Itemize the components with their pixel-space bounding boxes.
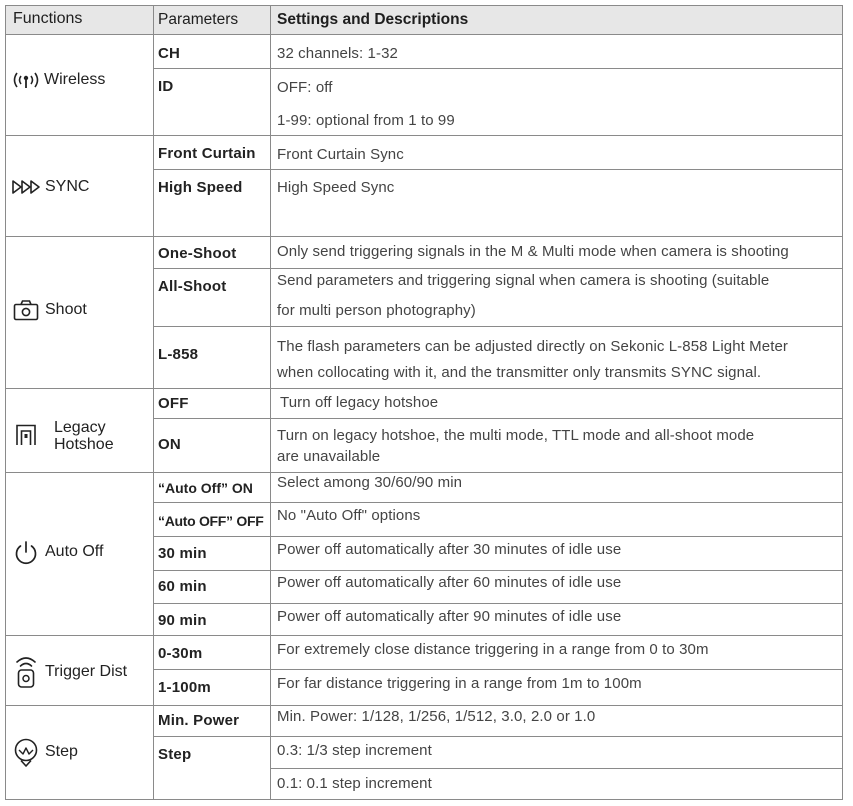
param-ch: CH: [158, 45, 181, 62]
triple-chevron-icon: [12, 179, 42, 195]
desc-autooff-off: No "Auto Off" options: [277, 507, 421, 524]
group-divider: [5, 635, 843, 636]
function-legacy-label-line1: Legacy: [54, 419, 106, 436]
desc-60min: Power off automatically after 60 minutes of idle use: [277, 574, 622, 591]
group-divider: [5, 472, 843, 473]
function-autooff-label: Auto Off: [45, 543, 104, 560]
group-divider: [5, 34, 843, 35]
desc-legacy-on-2: are unavailable: [277, 448, 381, 465]
desc-1-100m: For far distance triggering in a range from 1m to 100m: [277, 675, 642, 692]
desc-step-1: 0.3: 1/3 step increment: [277, 742, 432, 759]
param-step: Step: [158, 746, 192, 763]
table-border-bottom: [5, 799, 843, 800]
desc-autooff-on: Select among 30/60/90 min: [277, 474, 463, 491]
param-90min: 90 min: [158, 612, 207, 629]
row-divider: [153, 570, 843, 571]
param-1-100m: 1-100m: [158, 679, 211, 696]
desc-all-shoot-1: Send parameters and triggering signal when camera is shooting (suitable: [277, 272, 770, 289]
hotshoe-icon: [14, 423, 38, 447]
group-divider: [5, 388, 843, 389]
param-l858: L-858: [158, 346, 199, 363]
desc-ch: 32 channels: 1-32: [277, 45, 398, 62]
function-shoot-label: Shoot: [45, 301, 87, 318]
param-autooff-on: “Auto Off” ON: [158, 480, 253, 496]
row-divider: [153, 68, 843, 69]
wireless-signal-icon: [11, 70, 41, 90]
group-divider: [5, 705, 843, 706]
row-divider: [270, 768, 843, 769]
desc-90min: Power off automatically after 90 minutes of idle use: [277, 608, 622, 625]
table-border-right: [842, 5, 843, 799]
row-divider: [153, 418, 843, 419]
header-parameters: Parameters: [158, 11, 239, 28]
table-border-left: [5, 5, 6, 799]
function-step-label: Step: [45, 743, 78, 760]
desc-one-shoot: Only send triggering signals in the M & Multi mode when camera is shooting: [277, 243, 789, 260]
camera-icon: [13, 299, 39, 321]
row-divider: [153, 736, 843, 737]
param-front-curtain: Front Curtain: [158, 145, 256, 162]
desc-l858-2: when collocating with it, and the transmitter only transmits SYNC signal.: [277, 364, 762, 381]
param-one-shoot: One-Shoot: [158, 245, 237, 262]
param-0-30m: 0-30m: [158, 645, 203, 662]
desc-legacy-off: Turn off legacy hotshoe: [280, 394, 439, 411]
row-divider: [153, 536, 843, 537]
column-divider-functions: [153, 5, 154, 799]
desc-id-1: OFF: off: [277, 79, 333, 96]
param-high-speed: High Speed: [158, 179, 243, 196]
group-divider: [5, 236, 843, 237]
param-30min: 30 min: [158, 545, 207, 562]
row-divider: [153, 268, 843, 269]
function-sync-label: SYNC: [45, 178, 90, 195]
param-min-power: Min. Power: [158, 712, 240, 729]
function-wireless-label: Wireless: [44, 71, 106, 88]
desc-min-power: Min. Power: 1/128, 1/256, 1/512, 3.0, 2.0 or 1.0: [277, 708, 596, 725]
param-legacy-off: OFF: [158, 395, 189, 412]
remote-signal-icon: [14, 655, 38, 689]
table-border-top: [5, 5, 843, 6]
row-divider: [153, 169, 843, 170]
column-divider-parameters: [270, 5, 271, 799]
power-icon: [12, 540, 40, 566]
param-legacy-on: ON: [158, 436, 181, 453]
row-divider: [153, 502, 843, 503]
row-divider: [153, 669, 843, 670]
desc-high-speed: High Speed Sync: [277, 179, 395, 196]
function-legacy-label-line2: Hotshoe: [54, 436, 114, 453]
desc-all-shoot-2: for multi person photography): [277, 302, 476, 319]
desc-0-30m: For extremely close distance triggering in a range from 0 to 30m: [277, 641, 709, 658]
row-divider: [153, 603, 843, 604]
desc-legacy-on-1: Turn on legacy hotshoe, the multi mode, TTL mode and all-shoot mode: [277, 427, 755, 444]
gauge-bulb-icon: [12, 738, 40, 768]
desc-step-2: 0.1: 0.1 step increment: [277, 775, 432, 792]
row-divider: [153, 326, 843, 327]
param-autooff-off: “Auto OFF” OFF: [158, 513, 264, 529]
param-60min: 60 min: [158, 578, 207, 595]
group-divider: [5, 135, 843, 136]
param-id: ID: [158, 78, 174, 95]
desc-30min: Power off automatically after 30 minutes of idle use: [277, 541, 622, 558]
desc-l858-1: The flash parameters can be adjusted directly on Sekonic L-858 Light Meter: [277, 338, 789, 355]
desc-id-2: 1-99: optional from 1 to 99: [277, 112, 455, 129]
param-all-shoot: All-Shoot: [158, 278, 227, 295]
desc-front-curtain: Front Curtain Sync: [277, 146, 404, 163]
header-functions: Functions: [13, 10, 83, 27]
function-trigger-label: Trigger Dist: [45, 663, 128, 680]
header-settings: Settings and Descriptions: [277, 11, 469, 28]
